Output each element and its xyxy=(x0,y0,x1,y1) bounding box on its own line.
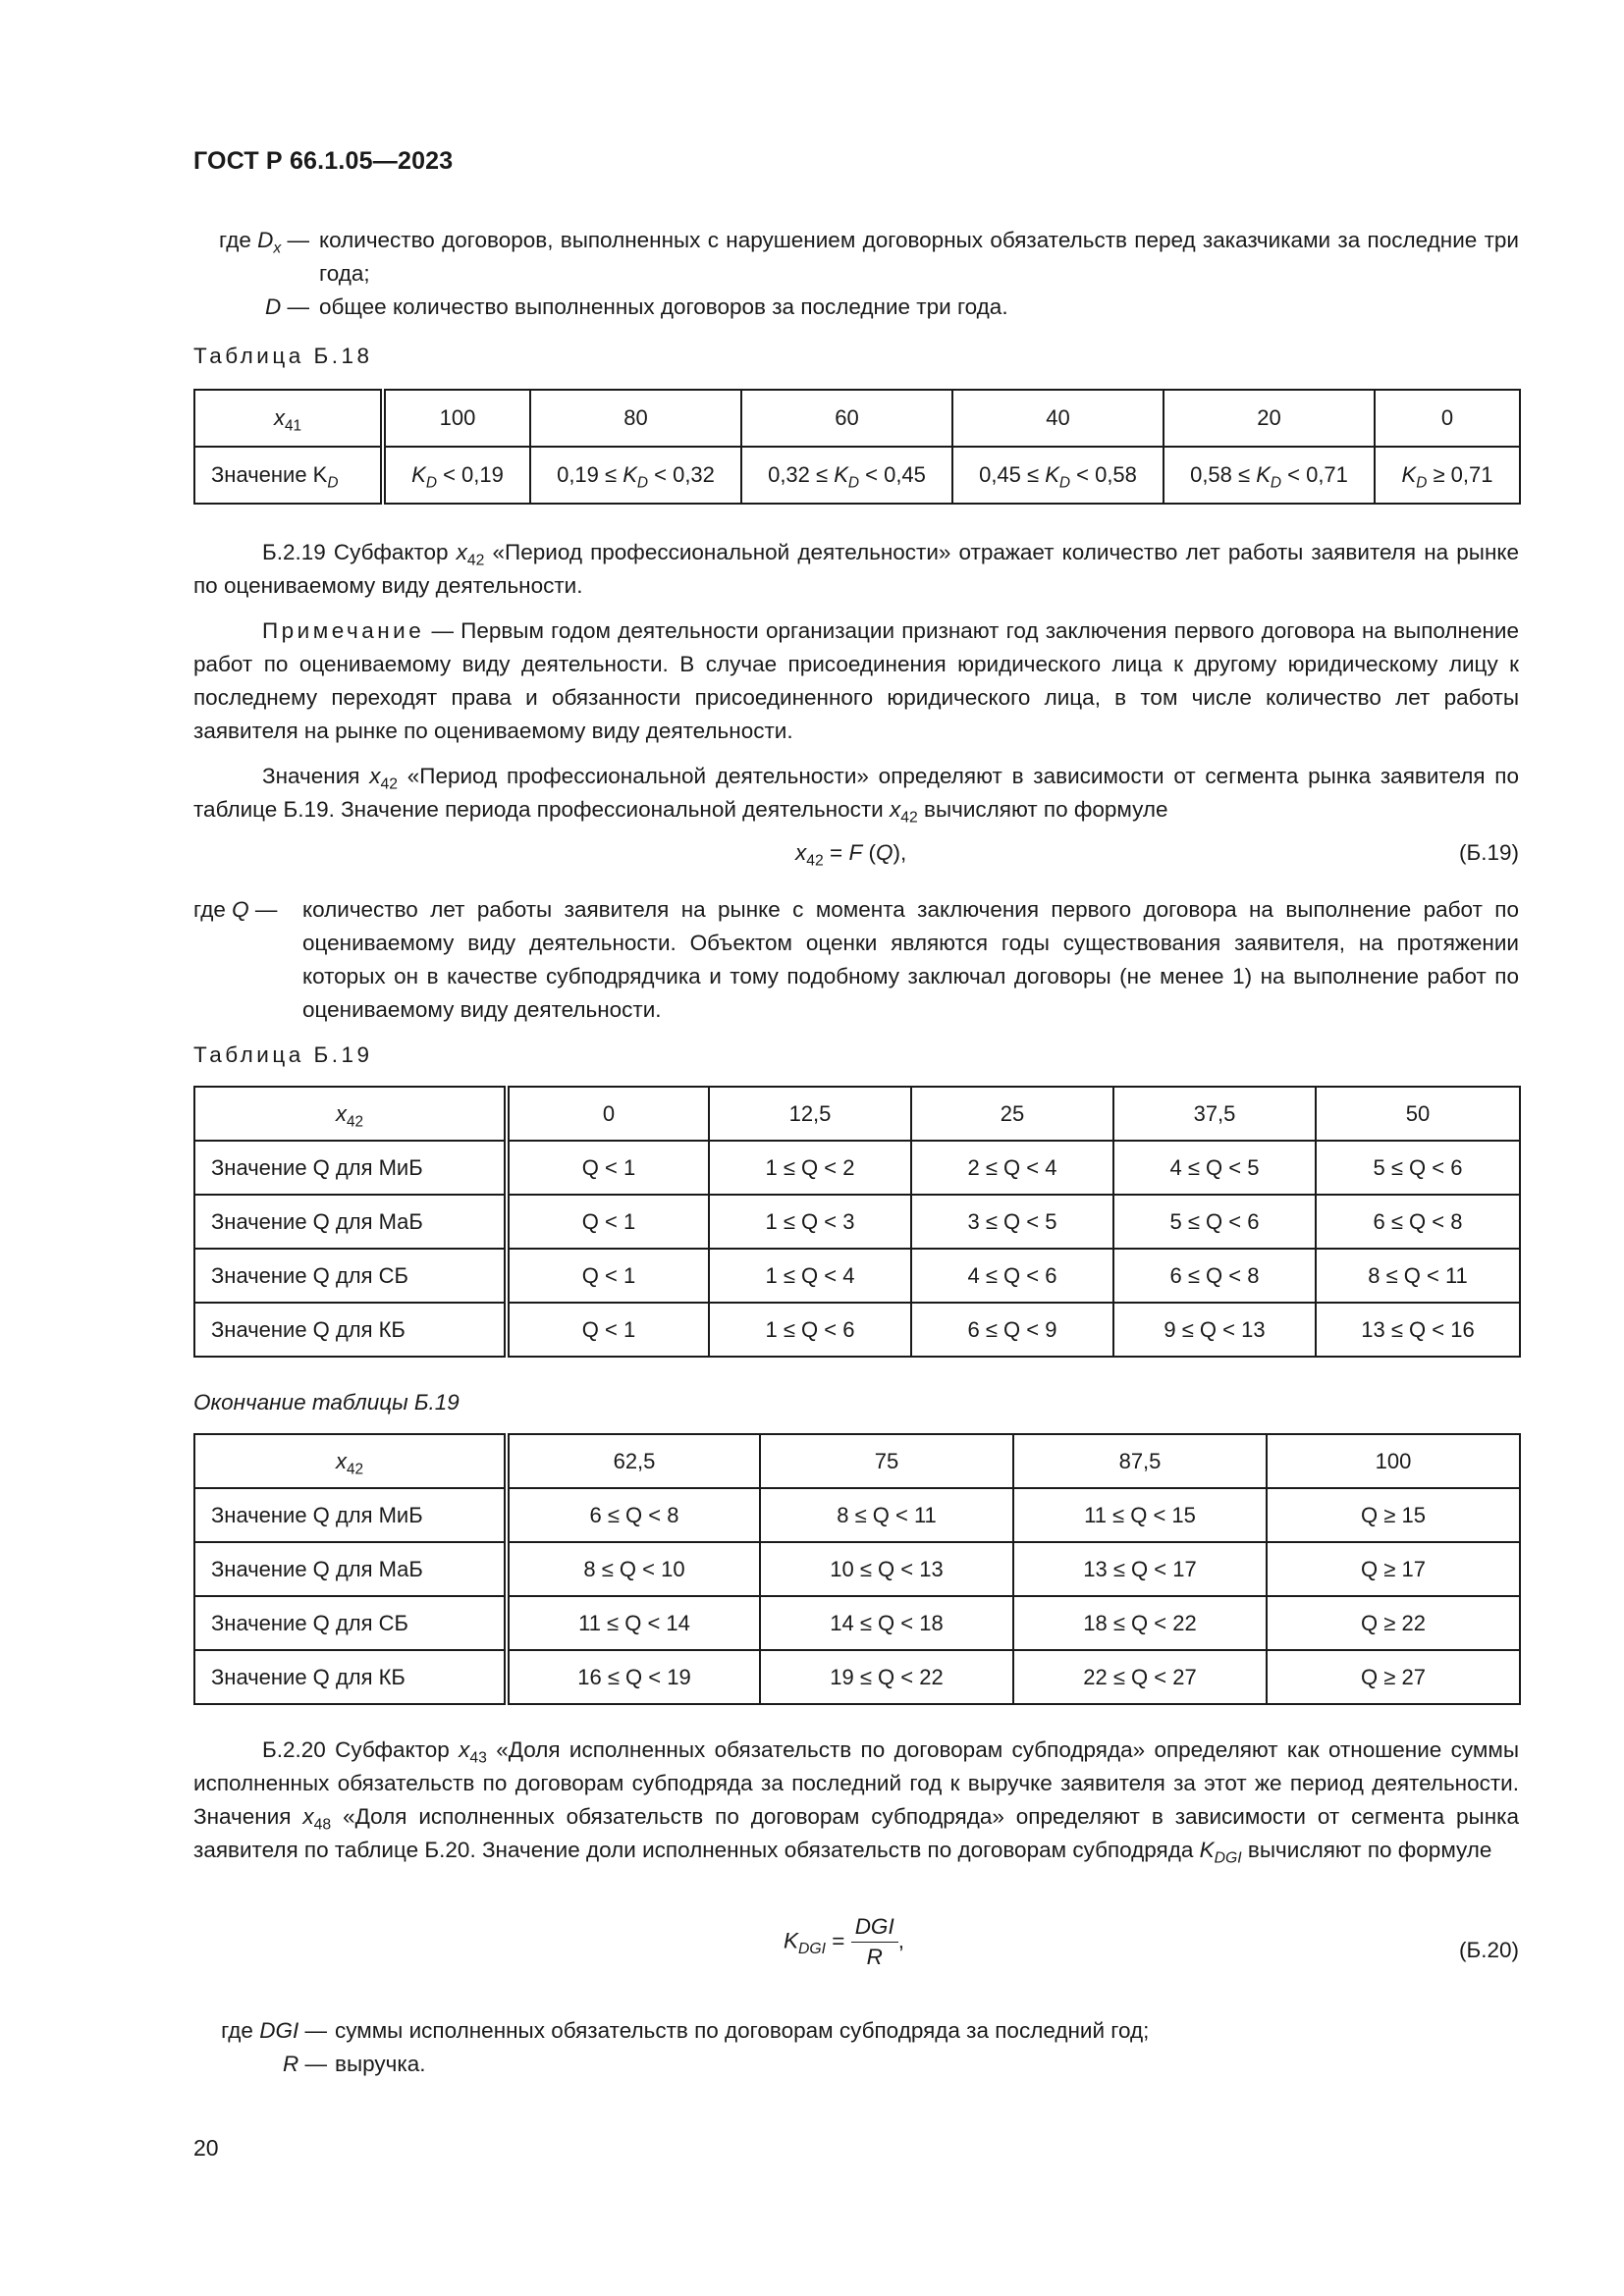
table-cell: 5 ≤ Q < 6 xyxy=(1113,1195,1316,1249)
table-cell: 1 ≤ Q < 6 xyxy=(709,1303,911,1357)
definition-dx: где $D_x$ — количество договоров, выполненных с нарушением договорных обязательств перед заказчиками за последние три года; xyxy=(0,224,1624,291)
table-cell: Q < 1 xyxy=(507,1195,709,1249)
table-cell: 22 ≤ Q < 27 xyxy=(1013,1650,1267,1704)
page-number: 20 xyxy=(193,2135,219,2161)
table-cell: 6 ≤ Q < 8 xyxy=(1316,1195,1520,1249)
table-cell: 18 ≤ Q < 22 xyxy=(1013,1596,1267,1650)
table-cell: Q ≥ 27 xyxy=(1267,1650,1520,1704)
table-cell: 6 ≤ Q < 8 xyxy=(1113,1249,1316,1303)
header-x42: $x_{42}$ xyxy=(194,1434,507,1488)
table-cell: $K_D \ge 0,71$ xyxy=(1375,447,1520,504)
row-label: Значение Q для КБ xyxy=(194,1303,507,1357)
table-cell: 37,5 xyxy=(1113,1087,1316,1141)
row-label: Значение Q для МаБ xyxy=(194,1542,507,1596)
table-row xyxy=(194,390,1520,447)
table-cell: 50 xyxy=(1316,1087,1520,1141)
table-cell: 1 ≤ Q < 4 xyxy=(709,1249,911,1303)
table-row xyxy=(194,1650,1520,1704)
formula-b19-number: (Б.19) xyxy=(1458,840,1519,865)
table-cell: 10 ≤ Q < 13 xyxy=(760,1542,1013,1596)
table-row xyxy=(194,1542,1520,1596)
row-label-kd: Значение $K_D$ xyxy=(194,447,383,504)
table-cell: 13 ≤ Q < 16 xyxy=(1316,1303,1520,1357)
paragraph-b220: Б.2.20 Субфактор $x_{43}$ «Доля исполненных обязательств по договорам субподряда» определяют как отношение суммы исполненных обязательств по договорам субподряда за последний год к выручке заявителя за этот же период деятельности. Значения $x_{48}$ «Доля исполненных обязательств по договорам субподряда» определяют в зависимости от сегмента рынка заявителя по таблице Б.20. Значение доли исполненных обязательств по договорам субподряда $K_{DGI}$ вычисляют по формуле xyxy=(193,1737,1519,1867)
definition-text: количество договоров, выполненных с нарушением договорных обязательств перед заказчиками за последние три года; xyxy=(319,228,1519,286)
where-word: где xyxy=(219,228,251,252)
note-label: Примечание xyxy=(262,618,425,643)
table-cell: Q ≥ 15 xyxy=(1267,1488,1520,1542)
table-cell: 4 ≤ Q < 6 xyxy=(911,1249,1113,1303)
table-cell: 19 ≤ Q < 22 xyxy=(760,1650,1013,1704)
table-cell: 8 ≤ Q < 11 xyxy=(760,1488,1013,1542)
table-cell: 6 ≤ Q < 9 xyxy=(911,1303,1113,1357)
table-cell: Q < 1 xyxy=(507,1303,709,1357)
table-b18 xyxy=(193,389,1521,505)
note-paragraph: Примечание — Первым годом деятельности организации признают год заключения первого договора на выполнение работ по оцениваемому виду деятельности. В случае присоединения юридического лица к другому юридическому лицу к последнему переходят права и обязанности присоединенного юридического лица, в том числе количество лет работы заявителя на рынке по оцениваемому виду деятельности. xyxy=(193,618,1519,743)
table-cell: 16 ≤ Q < 19 xyxy=(507,1650,760,1704)
table-row xyxy=(194,1596,1520,1650)
row-label: Значение Q для МаБ xyxy=(194,1195,507,1249)
table-cell: $0,19 \le K_D < 0,32$ xyxy=(530,447,741,504)
table-cell: 20 xyxy=(1164,390,1375,447)
row-label: Значение Q для СБ xyxy=(194,1596,507,1650)
row-label-x41: $x_{41}$ xyxy=(194,390,383,447)
table-row xyxy=(194,447,1520,504)
table-cell: 5 ≤ Q < 6 xyxy=(1316,1141,1520,1195)
row-label: Значение Q для КБ xyxy=(194,1650,507,1704)
table-cell: 4 ≤ Q < 5 xyxy=(1113,1141,1316,1195)
table-row xyxy=(194,1303,1520,1357)
table-cell: 12,5 xyxy=(709,1087,911,1141)
table-cell: 1 ≤ Q < 3 xyxy=(709,1195,911,1249)
table-cell: 100 xyxy=(1267,1434,1520,1488)
definition-text: выручка. xyxy=(335,2052,426,2076)
table-b19-continuation xyxy=(193,1433,1521,1705)
table-cell: 80 xyxy=(530,390,741,447)
formula-b20-number: (Б.20) xyxy=(1458,1938,1519,1962)
definition-text: количество лет работы заявителя на рынке с момента заключения первого договора на выполнение работ по оцениваемому виду деятельности. Объектом оценки являются годы существования заявителя, на протяжении которых он в качестве субподрядчика и тому подобному заключал договоры (не менее 1) на выполнение работ по оцениваемому виду деятельности. xyxy=(302,897,1519,1022)
table-row xyxy=(194,1249,1520,1303)
table-row xyxy=(194,1488,1520,1542)
table-b19-continuation-caption: Окончание таблицы Б.19 xyxy=(193,1390,460,1415)
table-row xyxy=(194,1434,1520,1488)
fraction: $\frac{\text{DGI}}{R}$ xyxy=(851,1914,898,1970)
formula-b19: $x_{42} = F$ (Q), xyxy=(795,840,907,870)
table-row xyxy=(194,1141,1520,1195)
table-cell: 8 ≤ Q < 10 xyxy=(507,1542,760,1596)
table-cell: 25 xyxy=(911,1087,1113,1141)
table-row xyxy=(194,1087,1520,1141)
term-symbol: D xyxy=(257,228,274,252)
table-cell: 40 xyxy=(952,390,1164,447)
table-cell: 8 ≤ Q < 11 xyxy=(1316,1249,1520,1303)
table-cell: 0 xyxy=(507,1087,709,1141)
table-cell: 75 xyxy=(760,1434,1013,1488)
table-cell: 62,5 xyxy=(507,1434,760,1488)
table-cell: 60 xyxy=(741,390,952,447)
table-cell: Q ≥ 22 xyxy=(1267,1596,1520,1650)
table-cell: 11 ≤ Q < 15 xyxy=(1013,1488,1267,1542)
table-b19 xyxy=(193,1086,1521,1358)
table-cell: $0,58 \le K_D < 0,71$ xyxy=(1164,447,1375,504)
table-cell: 14 ≤ Q < 18 xyxy=(760,1596,1013,1650)
definition-q: где Q — количество лет работы заявителя на рынке с момента заключения первого договора на выполнение работ по оцениваемому виду деятельности. Объектом оценки являются годы существования заявителя, на протяжении которых он в качестве субподрядчика и тому подобному заключал договоры (не менее 1) на выполнение работ по оцениваемому виду деятельности. xyxy=(0,893,1624,1027)
row-label: Значение Q для МиБ xyxy=(194,1488,507,1542)
definition-d: D — общее количество выполненных договоров за последние три года. xyxy=(0,291,1624,324)
table-b19-caption: Таблица Б.19 xyxy=(193,1042,373,1067)
table-cell: $0,45 \le K_D < 0,58$ xyxy=(952,447,1164,504)
definition-r: R — выручка. xyxy=(0,2048,1624,2081)
table-cell: 13 ≤ Q < 17 xyxy=(1013,1542,1267,1596)
row-label: Значение Q для СБ xyxy=(194,1249,507,1303)
table-cell: $0,32 \le K_D < 0,45$ xyxy=(741,447,952,504)
row-label: Значение Q для МиБ xyxy=(194,1141,507,1195)
document-header: ГОСТ Р 66.1.05—2023 xyxy=(193,147,454,175)
table-cell: 11 ≤ Q < 14 xyxy=(507,1596,760,1650)
table-cell: 100 xyxy=(383,390,530,447)
formula-b20: $K_{DGI}$ = $\frac{\text{DGI}}{R}$ , xyxy=(784,1914,904,1969)
definition-dgi: где DGI — суммы исполненных обязательств по договорам субподряда за последний год; xyxy=(0,2014,1624,2048)
definition-text: суммы исполненных обязательств по договорам субподряда за последний год; xyxy=(335,2018,1150,2043)
table-cell: 1 ≤ Q < 2 xyxy=(709,1141,911,1195)
table-cell: 87,5 xyxy=(1013,1434,1267,1488)
table-cell: 6 ≤ Q < 8 xyxy=(507,1488,760,1542)
table-cell: Q ≥ 17 xyxy=(1267,1542,1520,1596)
term-symbol: D xyxy=(264,294,282,319)
table-cell: 9 ≤ Q < 13 xyxy=(1113,1303,1316,1357)
table-cell: Q < 1 xyxy=(507,1141,709,1195)
table-cell: Q < 1 xyxy=(507,1249,709,1303)
paragraph-values-x42: Значения $x_{42}$ «Период профессиональной деятельности» определяют в зависимости от сегмента рынка заявителя по таблице Б.19. Значение периода профессиональной деятельности $x_{42}$ вычисляют по формуле xyxy=(193,764,1519,827)
definition-text: общее количество выполненных договоров за последние три года. xyxy=(319,294,1008,319)
table-b18-caption: Таблица Б.18 xyxy=(193,344,373,368)
table-cell: 2 ≤ Q < 4 xyxy=(911,1141,1113,1195)
header-x42: $x_{42}$ xyxy=(194,1087,507,1141)
table-cell: 0 xyxy=(1375,390,1520,447)
table-cell: 3 ≤ Q < 5 xyxy=(911,1195,1113,1249)
paragraph-b219: Б.2.19 Субфактор $x_{42}$ «Период профессиональной деятельности» отражает количество лет работы заявителя на рынке по оцениваемому виду деятельности. xyxy=(193,540,1519,598)
table-row xyxy=(194,1195,1520,1249)
table-cell: $K_D < 0,19$ xyxy=(383,447,530,504)
